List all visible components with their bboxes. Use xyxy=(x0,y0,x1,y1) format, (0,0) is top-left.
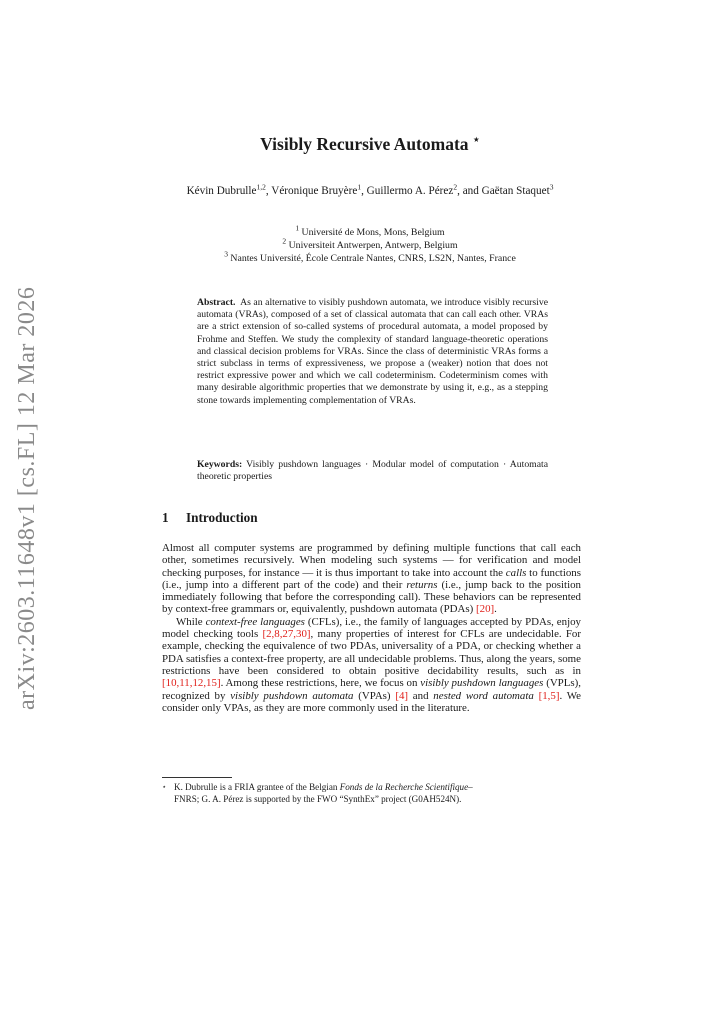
author-name: Gaëtan Staquet xyxy=(481,185,550,197)
title-footnote-mark: ⋆ xyxy=(472,134,480,147)
arxiv-identifier-stamp: arXiv:2603.11648v1 [cs.FL] 12 Mar 2026 xyxy=(14,286,40,710)
paper-title xyxy=(160,134,580,155)
author-separator: , and xyxy=(457,185,482,197)
section-number: 1 xyxy=(162,510,169,525)
emphasis: nested word automata xyxy=(433,689,534,702)
citation-link[interactable]: [20] xyxy=(476,603,495,616)
author-affiliation-mark: 3 xyxy=(549,182,554,192)
body-text xyxy=(162,542,581,714)
author-name: Guillermo A. Pérez xyxy=(366,185,454,197)
citation-link[interactable]: [2,8,27,30] xyxy=(262,628,311,641)
citation-link[interactable]: [1,5] xyxy=(538,689,560,702)
footnote-mark: ⋆ xyxy=(162,783,167,791)
emphasis: calls xyxy=(505,566,527,579)
abstract xyxy=(197,297,548,407)
keywords-text: Visibly pushdown languages · Modular model of computation · Automata theoretic properties xyxy=(197,459,548,483)
affiliation-text: Universiteit Antwerpen, Antwerp, Belgium xyxy=(288,240,458,251)
affiliation-number: 1 xyxy=(295,223,300,233)
text-run: . Among these restrictions, here, we focus on xyxy=(220,677,421,690)
footnote-line xyxy=(162,782,581,794)
affiliation-item xyxy=(160,249,580,265)
author-affiliation-mark: 1,2 xyxy=(256,182,266,192)
citation-link[interactable]: [10,11,12,15] xyxy=(162,677,221,690)
text-run: to functions (i.e., jump into a different part of the code) and their xyxy=(162,566,581,591)
footnote-divider xyxy=(162,777,232,778)
affiliation-number: 2 xyxy=(282,236,287,246)
footnote xyxy=(162,782,581,805)
abstract-text: As an alternative to visibly pushdown automata, we introduce visibly recursive automata (VRAs), composed of a set of classical automata that can call each other. VRAs are a strict extension of so-called systems of procedural automata, a model proposed by Frohme and Steffen. We study the complexity of standard language-theoretic operations and classical decision problems for VRAs. Since the class of deterministic VRAs forms a strict subclass in terms of expressiveness, we propose a (weaker) notion that does not restrict expressive power and which we call codeterminism. Codeterminism comes with many desirable algorithmic properties that we demonstrate by using it, e.g., as a stepping stone towards implementing complementation of VRAs. xyxy=(197,297,548,406)
paragraph xyxy=(162,542,581,616)
affiliation-number: 3 xyxy=(224,249,228,259)
keywords xyxy=(197,459,548,483)
section-heading xyxy=(162,510,258,526)
emphasis: returns xyxy=(406,578,438,591)
paragraph xyxy=(162,616,581,714)
text-run: (CFLs), i.e., the family of languages accepted by PDAs, enjoy model checking tools xyxy=(162,615,581,641)
text-run: Almost all computer systems are programmed by defining multiple functions that call each other, sometimes recursively. When modeling such systems — for verification and model checking purposes, for instance — it is thus important to take into account the xyxy=(162,542,581,579)
affiliation-item xyxy=(160,236,580,252)
text-run: (VPLs), recognized by xyxy=(162,677,581,702)
emphasis: visibly pushdown automata xyxy=(230,689,354,702)
paper-title-text: Visibly Recursive Automata xyxy=(260,134,469,154)
affiliation-item xyxy=(160,223,580,239)
author-name: Véronique Bruyère xyxy=(271,185,358,197)
text-run: While xyxy=(176,615,206,628)
affiliation-list xyxy=(160,223,580,265)
text-run: (i.e., jump back to the position immediately following that before the corresponding call). These behaviors can be represented by context-free grammars or, equivalently, pushdown automata (PDAs) xyxy=(162,578,581,616)
text-run: (VPAs) xyxy=(353,689,396,702)
text-run: – xyxy=(468,782,473,792)
emphasis: context-free languages xyxy=(205,615,305,628)
affiliation-text: Université de Mons, Mons, Belgium xyxy=(301,227,445,238)
author-list xyxy=(172,184,568,200)
keywords-label: Keywords: xyxy=(197,459,243,470)
author-separator: , xyxy=(361,185,367,197)
section-title: Introduction xyxy=(186,510,258,525)
text-run: K. Dubrulle is a FRIA grantee of the Belgian xyxy=(174,782,340,792)
text-run: and xyxy=(408,689,434,702)
author-name: Kévin Dubrulle xyxy=(186,185,257,197)
footnote-line: FNRS; G. A. Pérez is supported by the FWO “SynthEx” project (G0AH524N). xyxy=(174,793,462,804)
abstract-label: Abstract. xyxy=(197,297,236,308)
text-run: , many properties of interest for CFLs are undecidable. For example, checking the equivalence of two PDAs, universality of a PDA, or checking whether a PDA satisfies a context-free property, are all undecidable problems. Thus, along the years, some restrictions have been considered to obtain positive decidability results, such as in xyxy=(162,628,581,677)
emphasis: Fonds de la Recherche Scientifique xyxy=(339,782,469,792)
author-affiliation-mark: 2 xyxy=(453,182,458,192)
affiliation-text: Nantes Université, École Centrale Nantes, CNRS, LS2N, Nantes, France xyxy=(230,253,516,264)
author-separator: , xyxy=(265,185,272,197)
text-run: . We consider only VPAs, as they are more commonly used in the literature. xyxy=(162,689,581,714)
emphasis: visibly pushdown languages xyxy=(420,677,544,690)
author-affiliation-mark: 1 xyxy=(357,182,362,192)
text-run: . xyxy=(494,603,497,616)
citation-link[interactable]: [4] xyxy=(395,689,409,702)
